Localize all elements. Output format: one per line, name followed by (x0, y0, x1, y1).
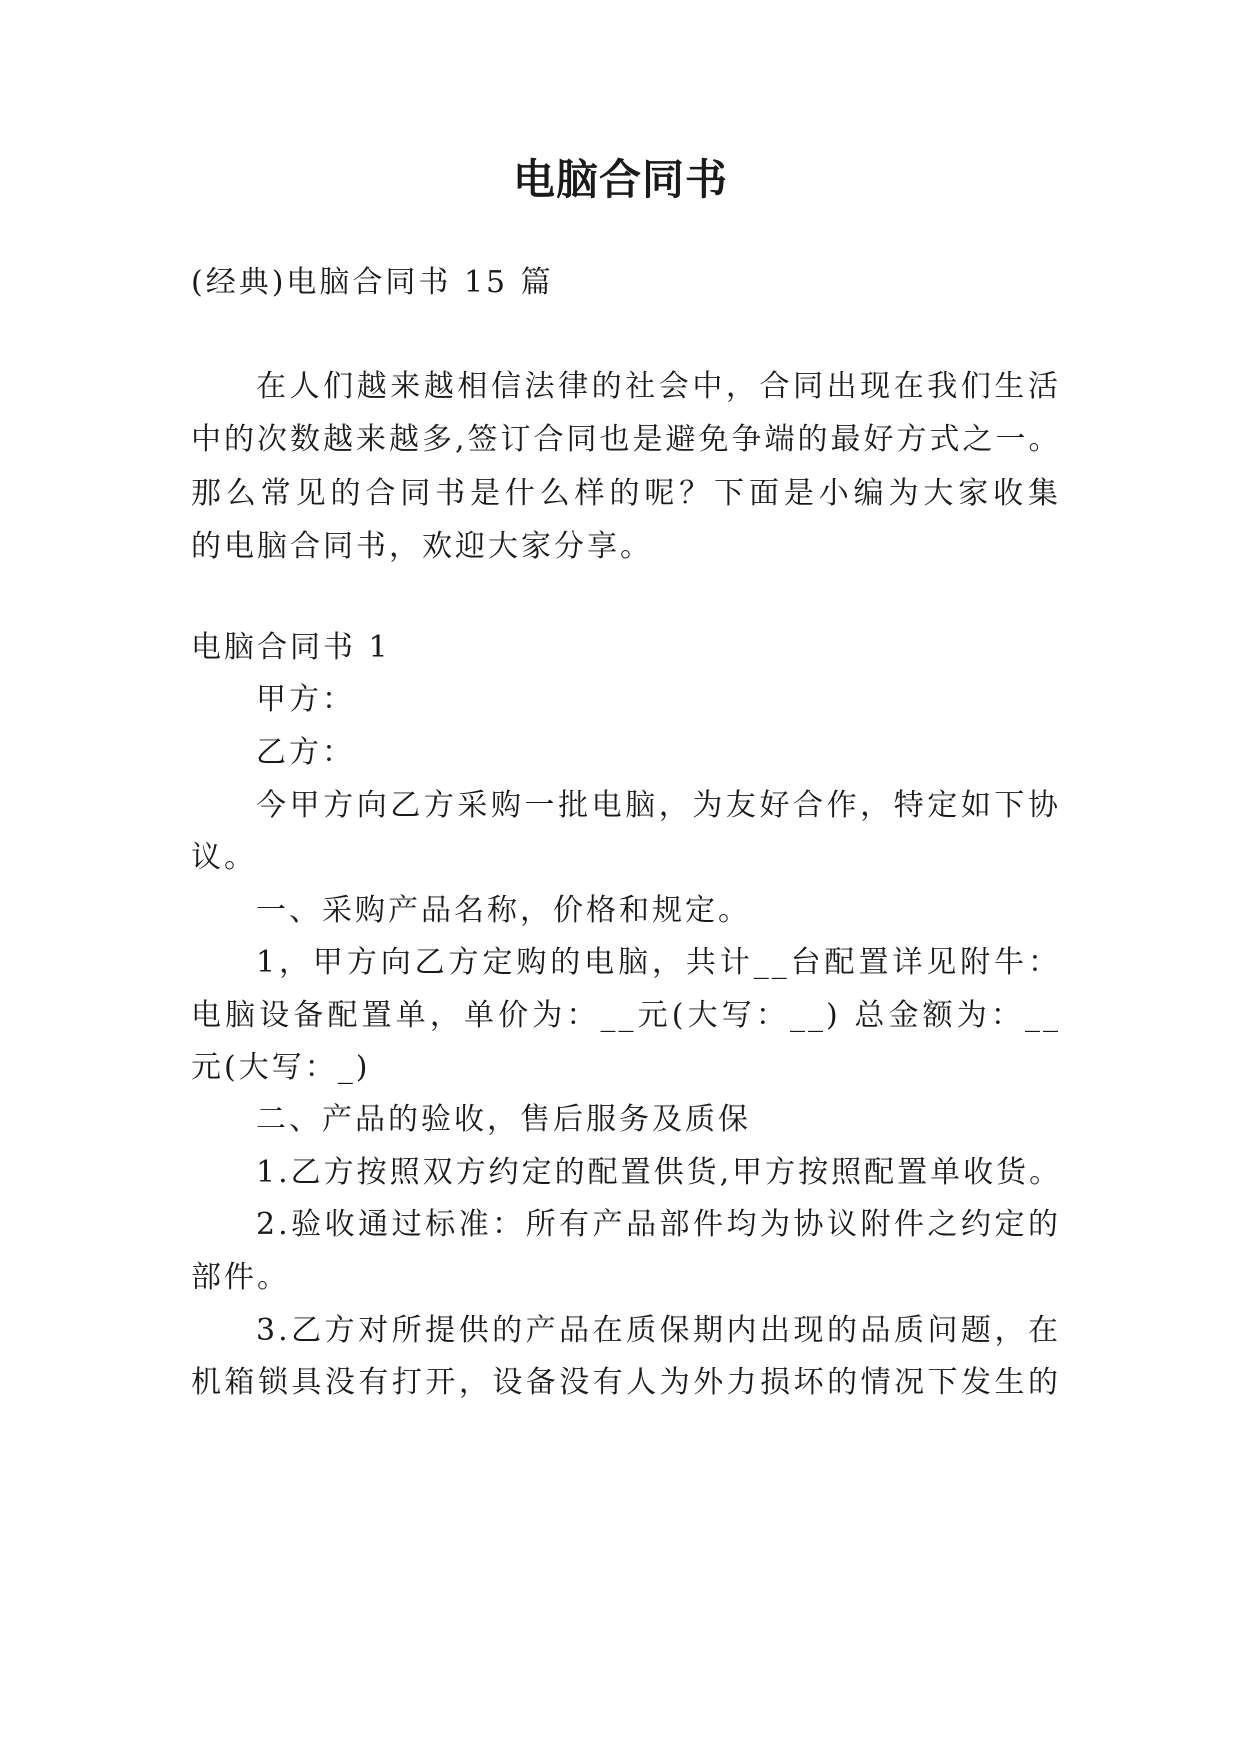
clause-two-item-3-line: 3.乙方对所提供的产品在质保期内出现的品质问题，在 (256, 1313, 1061, 1348)
purpose-line: 议。 (191, 840, 257, 875)
intro-line: 中的次数越来越多,签订合同也是避免争端的最好方式之一。 (191, 422, 1062, 457)
party-a-label: 甲方： (256, 682, 355, 717)
intro-line: 那么常见的合同书是什么样的呢？下面是小编为大家收集 (191, 476, 1061, 511)
clause-two-item-3-line: 机箱锁具没有打开，设备没有人为外力损坏的情况下发生的 (191, 1365, 1061, 1400)
intro-line: 在人们越来越相信法律的社会中，合同出现在我们生活 (256, 369, 1061, 404)
clause-two-item-1: 1.乙方按照双方约定的配置供货,甲方按照配置单收货。 (256, 1155, 1063, 1190)
clause-one-item-line: 电脑设备配置单，单价为：__元(大写：__) 总金额为：__ (191, 998, 1061, 1033)
clause-one-item-line: 元(大写：_) (191, 1050, 371, 1085)
clause-two-heading: 二、产品的验收，售后服务及质保 (256, 1102, 751, 1137)
document-title: 电脑合同书 (512, 155, 728, 204)
clause-one-heading: 一、采购产品名称，价格和规定。 (256, 893, 751, 928)
clause-two-item-2-line: 部件。 (191, 1260, 290, 1295)
document-subtitle: (经典)电脑合同书 15 篇 (191, 265, 554, 300)
party-b-label: 乙方： (256, 735, 355, 770)
clause-two-item-2-line: 2.验收通过标准：所有产品部件均为协议附件之约定的 (256, 1207, 1061, 1242)
intro-line: 的电脑合同书，欢迎大家分享。 (191, 529, 653, 564)
purpose-line: 今甲方向乙方采购一批电脑，为友好合作，特定如下协 (256, 788, 1061, 823)
clause-one-item-line: 1，甲方向乙方定购的电脑，共计__台配置详见附牛： (256, 945, 1061, 980)
section-heading: 电脑合同书 1 (191, 630, 391, 665)
